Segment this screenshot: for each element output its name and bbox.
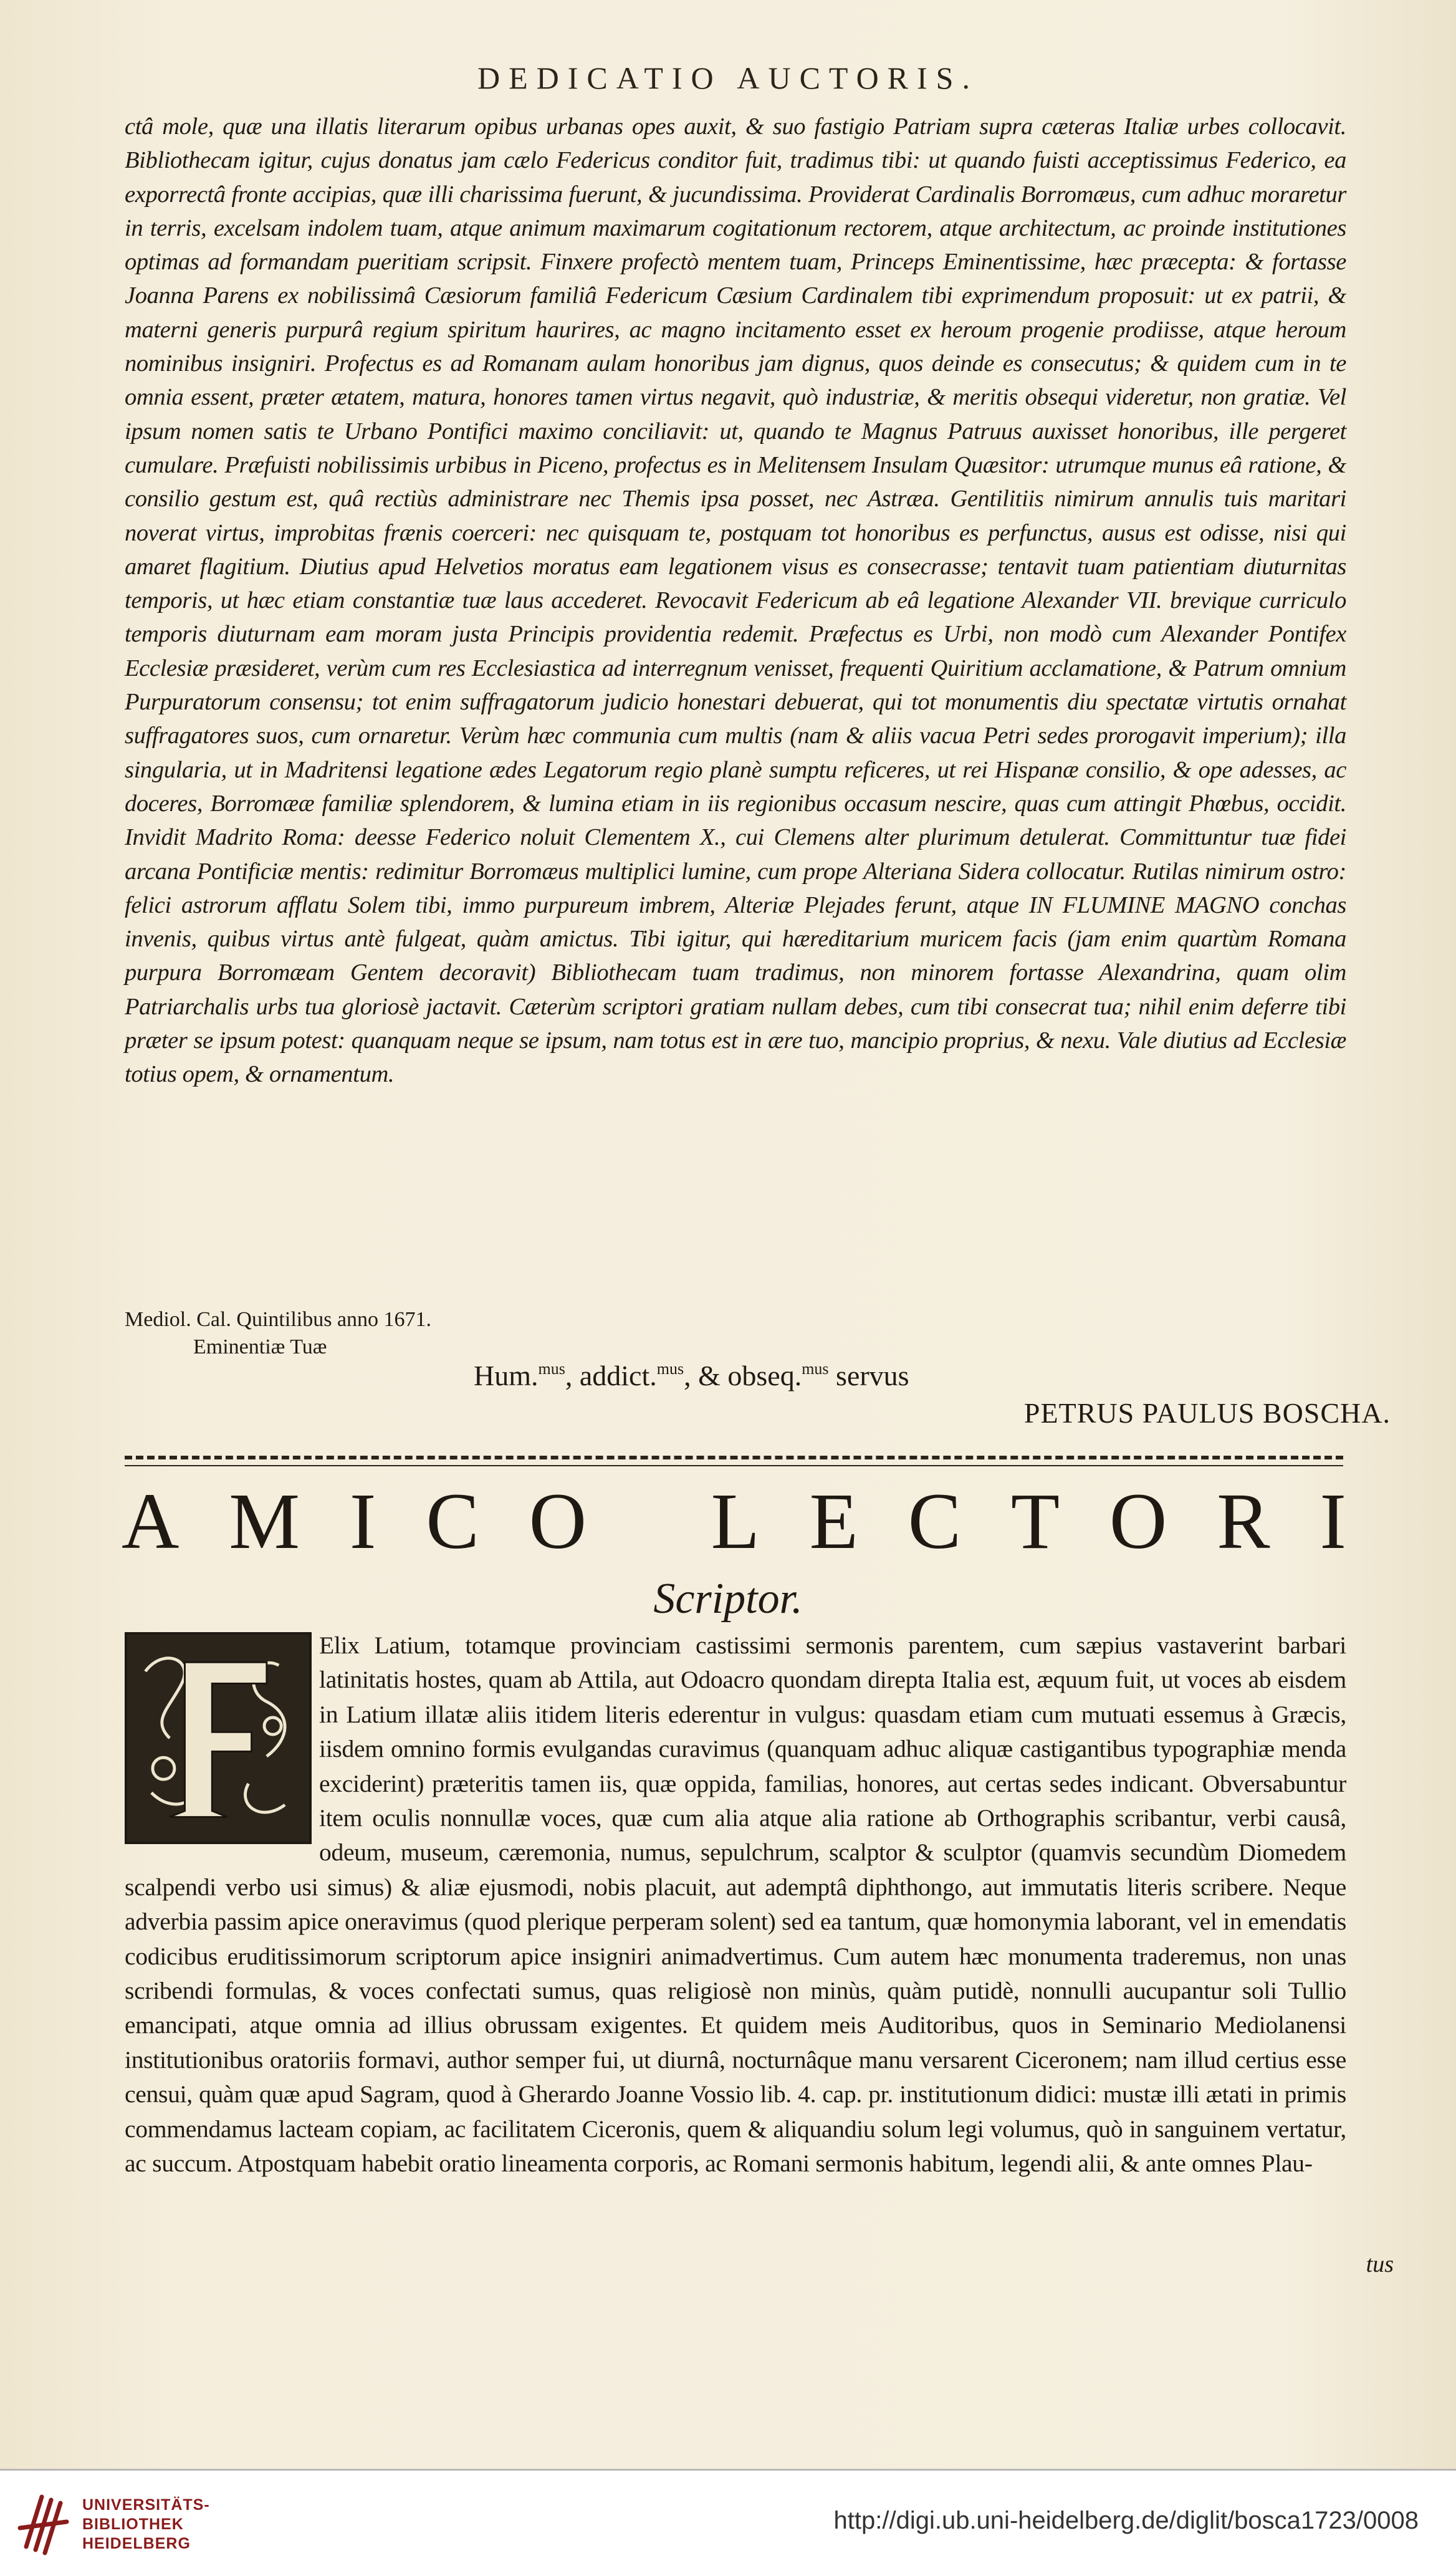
title-letter: O (1109, 1477, 1167, 1565)
preface-paragraph: Elix Latium, totamque provinciam castissimi sermonis parentem, cum sæpius vastaverint barbari latinitatis hostes, quam ab Attila, aut Odoacro quondam direpta Italia est, æquum fuit, ut voces ab eisdem in Latium illatæ aliis itidem literis ederentur in vulgus: quasdam etiam cum mutuati essemus à Græcis, iisdem omnino formis evulgandas curavimus (quanquam adhuc aliquæ castigantibus typographiæ menda exciderint) præteritis tamen iis, quæ oppida, familias, honores, aut certas sedes indicant. Obversabuntur item oculis nonnullæ voces, quæ cum alia atque alia ratione ab Orthographis scribantur, verbi causâ, odeum, museum, cæremonia, numus, sepulchrum, scalptor & sculptor (quamvis secundùm Diomedem scalpendi verbo usi simus) & aliæ ejusmodi, nobis placuit, aut ademptâ diphthongo, aut immutatis literis scribere. Neque adverbia passim apice oneravimus (quod plerique perperam solent) sed ea tantum, quæ homonymia laborant, vel in emendatis codicibus eruditissimorum scriptorum apice insigniri animadvertimus. Cum autem hæc monumenta traderemus, non unas scribendi formulas, & voces confectati sumus, quas religiosè non minùs, quàm putidè, nonnulli aucupantur soli Tullio emancipati, atque omnia ad illius obrussam exigentes. Et quidem meis Auditoribus, quos in Seminario Mediolanensi institutionibus oratoriis formavi, author semper fui, ut diurnâ, nocturnâque manu versarent Ciceronem; nam illud certius esse censui, quàm quæ apud Sagram, quod à Gherardo Joanne Vossio lib. 4. cap. pr. institutionum didici: mustæ illi ætati in primis commendamus lacteam copiam, ac facilitatem Ciceronis, quem & aliquandiu solum legi volumus, quò in sanguinem vertatur, ac succum. Atpostquam habebit oratio lineamenta corporis, ac Romani sermonis habitum, legendi alii, & ante omnes Plau- (125, 1632, 1346, 2178)
section-title (122, 1474, 1346, 1568)
title-letter: A (122, 1477, 180, 1565)
title-letter: C (908, 1477, 962, 1565)
title-letter: R (1217, 1477, 1270, 1565)
dateline-address: Eminentiæ Tuæ (193, 1335, 327, 1358)
title-letter: C (426, 1477, 479, 1565)
permalink-url[interactable]: http://digi.ub.uni-heidelberg.de/diglit/bosca1723/0008 (833, 2507, 1419, 2534)
title-letter: I (349, 1477, 376, 1565)
catchword: tus (1366, 2251, 1394, 2277)
title-letter: O (529, 1477, 587, 1565)
decorated-initial-f-icon (125, 1632, 312, 1844)
dateline-place-date: Mediol. Cal. Quintilibus anno 1671. (125, 1308, 432, 1331)
running-head: DEDICATIO AUCTORIS. (477, 60, 979, 95)
valediction: Hum.$^{mus}$, addict.$^{mus}$, & obseq.$^{mus}$ servus (474, 1360, 909, 1391)
university-library-logo-icon (14, 2484, 74, 2558)
signature: PETRUS PAULUS BOSCHA. (1023, 1397, 1391, 1429)
library-name[interactable]: UNIVERSITÄTS- BIBLIOTHEK HEIDELBERG (82, 2496, 210, 2552)
title-letter: I (1320, 1477, 1346, 1565)
section-subtitle: Scriptor. (653, 1575, 803, 1623)
ornamental-rule (125, 1456, 1343, 1459)
title-letter: M (229, 1477, 300, 1565)
title-space (636, 1474, 661, 1568)
dedication-text-block (125, 110, 1346, 1092)
title-letter: T (1010, 1477, 1060, 1565)
dedication-paragraph: ctâ mole, quæ una illatis literarum opibus urbanas opes auxit, & suo fastigio Patriam supra cæteras Italiæ urbes collocavit. Bibliothecam igitur, cujus donatus jam cælo Federicus conditor fuit, tradimus tibi: ut quando fuisti acceptissimus Federico, ea exporrectâ fronte accipias, quæ illi charissima fuerunt, & jucundissima. Providerat Cardinalis Borromæus, cum adhuc moraretur in terris, excelsam indolem tuam, atque animum maximarum cogitationum rectorem, atque architectum, ac proinde institutiones optimas ad formandam pueritiam scripsit. Finxere profectò mentem tuam, Princeps Eminentissime, hæc præcepta: & fortasse Joanna Parens ex nobilissimâ Cæsiorum familiâ Federicum Cæsium Cardinalem tibi exprimendum proposuit: ut ex patrii, & materni generis purpurâ regium spiritum haurires, ac magno incitamento esset ex heroum progenie prodiisse, atque heroum nominibus insigniri. Profectus es ad Romanam aulam honoribus jam dignus, quos deinde es consecutus; & quidem cum in te omnia essent, præter ætatem, matura, honores tamen virtus negavit, quò industriæ, & meritis obsequi videretur, non gratiæ. Vel ipsum nomen satis te Urbano Pontifici maximo conciliavit: ut, quando te Magnus Patruus auxisset honoribus, ille pergeret cumulare. Præfuisti nobilissimis urbibus in Piceno, profectus es in Melitensem Insulam Quæsitor: utrumque munus eâ ratione, & consilio gestum est, quâ rectiùs administrare nec Themis ipsa posset, nec Astræa. Gentilitiis nimirum annulis tuis maritari noverat virtus, improbitas frænis coerceri: nec quisquam te, postquam tot honoribus es perfunctus, ausus est odisse, nisi qui amaret flagitium. Diutius apud Helvetios moratus eam legationem visus es consecrasse; tentavit tuam patientiam diuturnitas temporis, ut hæc etiam constantiæ tuæ laus accederet. Revocavit Federicum ab eâ legatione Alexander VII. brevique curriculo temporis diuturnam eam moram justa Principis providentia redemit. Præfectus es Urbi, non modò cum Alexander Pontifex Ecclesiæ præsideret, verùm cum res Ecclesiastica ad interregnum venisset, frequenti Quiritium acclamatione, & Patrum omnium Purpuratorum consensu; tot enim suffragatorum judicio honestari debuerat, qui tot monumentis diu spectatæ virtutis ornahat suffragatores suos, cum ornaretur. Verùm hæc communia cum multis (nam & aliis vacua Petri sedes prorogavit imperium); illa singularia, ut in Madritensi legatione ædes Legatorum regio planè sumptu reficeres, ut rei Hispanæ consilio, & ope adesses, ac doceres, Borromææ familiæ splendorem, & lumina etiam in iis regionibus occasum nescire, quas cum attingit Phœbus, occidit. Invidit Madrito Roma: deesse Federico noluit Clementem X., cui Clemens alter plurimum detulerat. Committuntur tuæ fidei arcana Pontificiæ mentis: redimitur Borromæus multiplici lumine, cum prope Alteriana Sidera collocatur. Rutilas nimirum ostro: felici astrorum afflatu Solem tibi, immo purpureum imbrem, Alteriæ Plejades ferunt, atque IN FLUMINE MAGNO conchas invenis, quibus virtus antè fulgeat, quàm amictus. Tibi igitur, qui hæreditarium muricem facis (jam enim quartùm Romana purpura Borromæam Gentem decoravit) Bibliothecam tuam tradimus, non minorem fortasse Alexandrina, quam olim Patriarchalis urbs tua gloriosè jactavit. Cæterùm scriptori gratiam nullam debes, cum tibi consecrat tua; nihil enim deferre tibi præter se ipsum potest: quanquam neque se ipsum, nam totus est in ære tuo, mancipio proprius, & nexu. Vale diutius ad Ecclesiæ totius opem, & ornamentum. (125, 113, 1346, 1088)
title-letter: L (711, 1477, 760, 1565)
title-letter: E (809, 1477, 858, 1565)
divider-rule (125, 1465, 1343, 1466)
viewer-footer (0, 2469, 1456, 2576)
dateline (125, 1306, 431, 1361)
